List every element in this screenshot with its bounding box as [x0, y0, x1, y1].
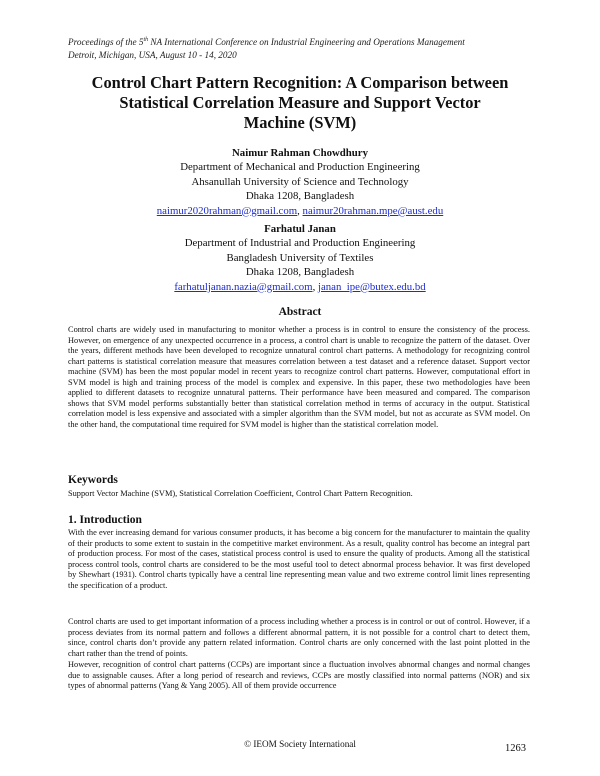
abstract-text: Control charts are widely used in manufacturing to monitor whether a process is in control to ensure the consistency of the process. However, on emergence of any unexpected occurrence in a process, a control chart is unable to recognize the pattern of the dataset. Over the years, different methods have been developed to recognize unnatural control chart patterns. A methodology for recognizing control chart patterns is statistical correlation measure that measures correlation between a test dataset and a reference dataset. Support vector machine (SVM) has been the most popular model in recent years to recognize control chart patterns. However, computational effort in SVM model is high and training process of the model is complex and expensive. In this paper, these two methodologies have been applied to different datasets to recognize unnatural patterns. Their performance have been measured and compared. The comparison shows that SVM model performs substantially better than statistical correlation method in terms of accuracy in the output. Statistical correlation model is less expensive and associated with a simpler algorithm than the SVM model, but not as accurate as SVM model. On the other hand, the computational time required for SVM model is higher than the statistical correlation model. [68, 325, 530, 429]
header-line-1-text: Proceedings of the 5 [68, 37, 144, 48]
introduction-paragraph-2: Control charts are used to get important information of a process including whether a process is in control or out of control. However, if a process deviates from its normal pattern and follows a different abnormal pattern, it is not possible for a control chart to detect them, since, control charts don’t provide any pattern related information. Control charts are only concerned with the last point plotted in the chart rather than the trend of points. [68, 617, 530, 658]
author-city: Dhaka 1208, Bangladesh [245, 266, 355, 279]
keywords-text: Support Vector Machine (SVM), Statistical Correlation Coefficient, Control Chart Pattern Recognition. [68, 489, 413, 498]
email-link[interactable]: janan_ipe@butex.edu.bd [317, 280, 426, 293]
author-university: Bangladesh University of Textiles [226, 251, 374, 264]
paper-title [60, 73, 540, 133]
author-name: Naimur Rahman Chowdhury [232, 147, 368, 159]
copyright-footer: © IEOM Society International [244, 739, 356, 749]
author-department: Department of Industrial and Production Engineering [184, 237, 416, 250]
email-link[interactable]: naimur2020rahman@gmail.com [156, 204, 298, 217]
author-emails [60, 280, 540, 294]
author-city: Dhaka 1208, Bangladesh [245, 190, 355, 203]
proceedings-header [68, 34, 548, 62]
title-line-2: Statistical Correlation Measure and Support Vector [119, 93, 481, 112]
header-superscript: th [143, 37, 149, 43]
email-link[interactable]: naimur20rahman.mpe@aust.edu [302, 204, 444, 217]
email-link[interactable]: farhatuljanan.nazia@gmail.com [174, 280, 313, 293]
header-line-1-rest: NA International Conference on Industrial Engineering and Operations Management [148, 37, 465, 48]
introduction-paragraph-3: However, recognition of control chart patterns (CCPs) are important since a fluctuation involves abnormal changes and normal changes due to assignable causes. After a long period of research and reviews, CCPs are mostly classified into normal patterns (NOR) and six types of abnormal patterns (Yang & Yang 2005). All of them provide occurrence [68, 660, 530, 691]
page-number: 1263 [505, 743, 526, 754]
abstract-heading: Abstract [278, 306, 322, 318]
author-name: Farhatul Janan [264, 223, 336, 235]
author-department: Department of Mechanical and Production Engineering [180, 161, 420, 174]
author-block-2 [60, 222, 540, 294]
author-block-1 [60, 146, 540, 218]
email-separator: , [312, 280, 318, 293]
title-line-3: Machine (SVM) [243, 113, 357, 132]
title-line-1: Control Chart Pattern Recognition: A Comparison between [91, 73, 509, 92]
keywords-heading: Keywords [68, 474, 118, 486]
header-line-2: Detroit, Michigan, USA, August 10 - 14, 2020 [68, 50, 237, 61]
header-line-1 [68, 34, 548, 49]
author-emails [60, 204, 540, 218]
email-separator: , [297, 204, 303, 217]
introduction-heading: 1. Introduction [68, 514, 142, 526]
author-university: Ahsanullah University of Science and Technology [191, 175, 409, 188]
introduction-paragraph-1: With the ever increasing demand for various consumer products, it has become a big concern for the manufacturer to maintain the quality of their products to some extent to sustain in the competitive market environment. As a result, quality control has become an integral part of production process. For most of the cases, statistical process control is used to ensure the quality of products. Among all the statistical process control tools, control charts are considered to be the most useful tool to detect abnormal process behavior. It was first developed by Shewhart (1931). Control charts typically have a central line representing mean value and two extreme control limit lines representing the specification of a product. [68, 528, 530, 590]
